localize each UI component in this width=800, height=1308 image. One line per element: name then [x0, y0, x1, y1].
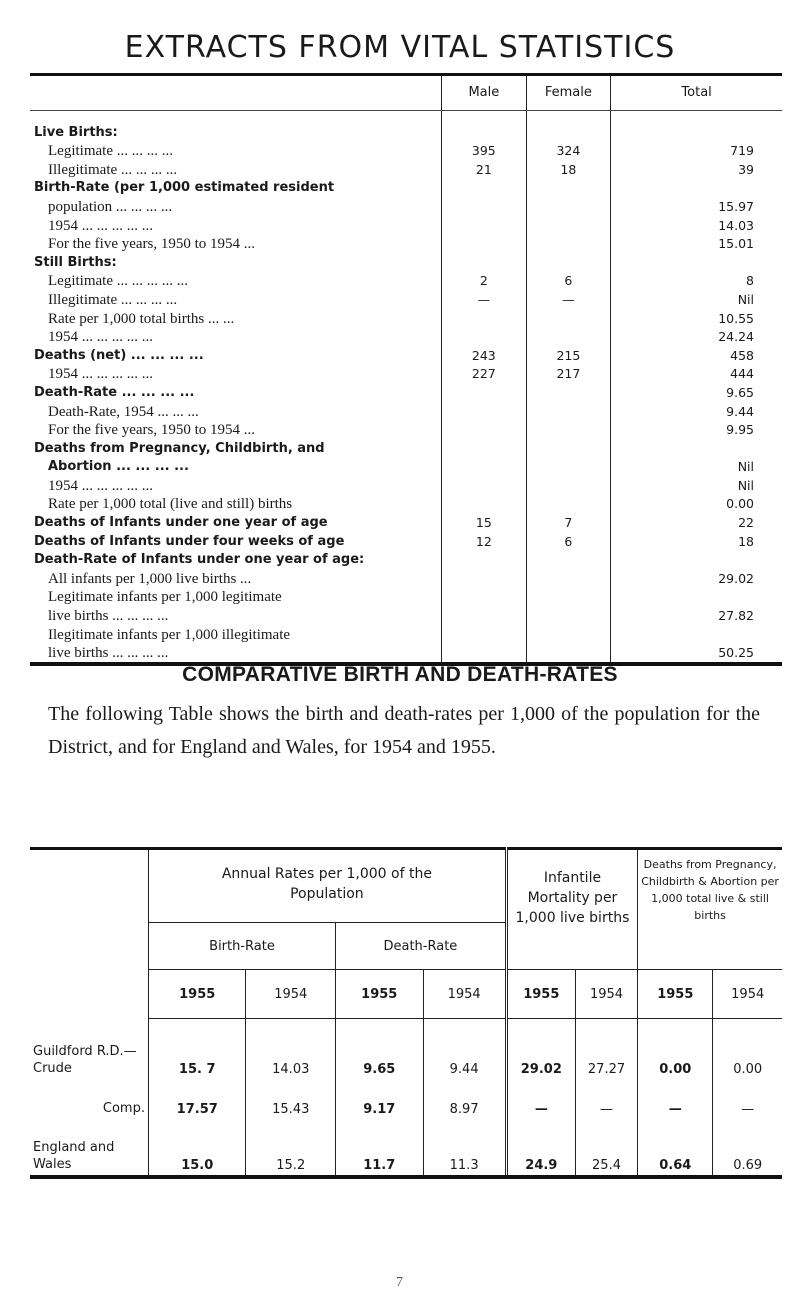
- rate-value: 0.69: [713, 1119, 782, 1177]
- table-row: [30, 532, 782, 551]
- rate-value: 9.44: [423, 1019, 506, 1079]
- female-value: 6: [526, 272, 611, 291]
- table-row: [30, 111, 782, 142]
- year-header: 1954: [423, 970, 506, 1019]
- header-male: Male: [442, 75, 526, 111]
- male-value: [442, 588, 526, 607]
- table-row: [30, 290, 782, 309]
- total-value: [611, 551, 782, 570]
- male-value: [442, 458, 526, 477]
- female-value: [526, 197, 611, 216]
- row-label: Birth-Rate (per 1,000 estimated resident: [34, 180, 335, 196]
- row-label: Legitimate ... ... ... ... ...: [48, 273, 188, 290]
- male-value: [442, 253, 526, 272]
- table-row: [30, 197, 782, 216]
- female-value: [526, 235, 611, 254]
- row-label: Still Births:: [34, 254, 117, 270]
- row-label: 1954 ... ... ... ... ...: [48, 366, 153, 383]
- rate-value: 25.4: [575, 1119, 637, 1177]
- table-row: [30, 569, 782, 588]
- row-label: For the five years, 1950 to 1954 ...: [48, 236, 256, 253]
- row-label: For the five years, 1950 to 1954 ...: [48, 422, 256, 439]
- row-label: Deaths from Pregnancy, Childbirth, and: [34, 440, 325, 456]
- row-label: live births ... ... ... ...: [48, 608, 169, 625]
- total-value: 29.02: [611, 569, 782, 588]
- female-value: 7: [526, 513, 611, 532]
- table-row: [30, 551, 782, 570]
- year-header: 1955: [638, 970, 713, 1019]
- male-value: [442, 197, 526, 216]
- total-value: [611, 179, 782, 198]
- total-value: 22: [611, 513, 782, 532]
- total-value: [611, 111, 782, 142]
- table-row: [30, 328, 782, 347]
- male-value: [442, 235, 526, 254]
- group-maternal-deaths: Deaths from Pregnancy, Childbirth & Abortion per 1,000 total live & still births: [638, 849, 782, 970]
- female-value: 18: [526, 160, 611, 179]
- row-label: Death-Rate, 1954 ... ... ...: [48, 403, 199, 420]
- total-value: Nil: [611, 476, 782, 495]
- rate-value: —: [713, 1079, 782, 1119]
- table-row: [30, 383, 782, 402]
- table-header-row: [30, 75, 782, 111]
- rate-value: 15.0: [149, 1119, 246, 1177]
- comparative-paragraph: The following Table shows the birth and death-rates per 1,000 of the population for the District, and for England and Wales, for 1954 and 1955.: [48, 703, 760, 758]
- row-label: Legitimate ... ... ... ...: [48, 143, 173, 160]
- rate-value: —: [638, 1079, 713, 1119]
- row-label: 1954 ... ... ... ... ...: [48, 329, 153, 346]
- rate-value: —: [575, 1079, 637, 1119]
- female-value: [526, 179, 611, 198]
- total-value: [611, 439, 782, 458]
- table-row: [30, 179, 782, 198]
- table-row: [30, 160, 782, 179]
- female-value: [526, 439, 611, 458]
- header-female: Female: [526, 75, 611, 111]
- total-value: 14.03: [611, 216, 782, 235]
- header-total: Total: [611, 75, 782, 111]
- total-value: 24.24: [611, 328, 782, 347]
- male-value: [442, 328, 526, 347]
- row-label: All infants per 1,000 live births ...: [48, 570, 252, 587]
- female-value: 215: [526, 346, 611, 365]
- table-row: [30, 309, 782, 328]
- male-value: [442, 551, 526, 570]
- table-row: [30, 495, 782, 514]
- row-label: Rate per 1,000 total (live and still) births: [48, 496, 293, 513]
- rate-value: 15.2: [246, 1119, 336, 1177]
- row-label: Ilegitimate infants per 1,000 illegitimate: [48, 626, 291, 643]
- rates-table: [30, 847, 782, 1179]
- female-value: [526, 402, 611, 421]
- rates-table-body: [30, 1019, 782, 1177]
- female-value: 324: [526, 142, 611, 161]
- total-value: 10.55: [611, 309, 782, 328]
- female-value: [526, 421, 611, 440]
- female-value: [526, 588, 611, 607]
- male-value: [442, 476, 526, 495]
- female-value: [526, 383, 611, 402]
- total-value: 27.82: [611, 606, 782, 625]
- table-row: [30, 1119, 782, 1177]
- header-blank: [30, 75, 442, 111]
- row-label: live births ... ... ... ...: [30, 644, 442, 665]
- table-row: [30, 476, 782, 495]
- row-label: Rate per 1,000 total births ... ...: [48, 310, 235, 327]
- male-value: [442, 495, 526, 514]
- male-value: —: [442, 290, 526, 309]
- table-row: [30, 606, 782, 625]
- male-value: 243: [442, 346, 526, 365]
- rate-value: 0.00: [638, 1019, 713, 1079]
- row-label: Death-Rate ... ... ... ...: [34, 384, 195, 400]
- total-value: Nil: [611, 290, 782, 309]
- rates-corner: [30, 849, 149, 1019]
- total-value: 9.95: [611, 421, 782, 440]
- row-label: Deaths (net) ... ... ... ...: [34, 347, 204, 363]
- row-label: Deaths of Infants under four weeks of age: [34, 533, 345, 549]
- table-row: [30, 1079, 782, 1119]
- male-value: [442, 569, 526, 588]
- male-value: 12: [442, 532, 526, 551]
- rate-value: 9.65: [336, 1019, 423, 1079]
- table-row: [30, 1019, 782, 1079]
- total-value: [611, 625, 782, 644]
- table-row: [30, 439, 782, 458]
- total-value: 9.65: [611, 383, 782, 402]
- rates-group-header-row: [30, 849, 782, 923]
- female-value: [526, 606, 611, 625]
- rate-value: 27.27: [575, 1019, 637, 1079]
- total-value: 8: [611, 272, 782, 291]
- year-header: 1954: [246, 970, 336, 1019]
- rate-value: 14.03: [246, 1019, 336, 1079]
- female-value: [526, 495, 611, 514]
- total-value: 39: [611, 160, 782, 179]
- table-row: [30, 421, 782, 440]
- male-value: [442, 439, 526, 458]
- row-label: Death-Rate of Infants under one year of age:: [34, 552, 365, 568]
- row-label: 1954 ... ... ... ... ...: [48, 217, 153, 234]
- male-value: [442, 309, 526, 328]
- male-value: [442, 402, 526, 421]
- female-value: [526, 309, 611, 328]
- group-annual-rates: Annual Rates per 1,000 of the Population: [149, 849, 507, 923]
- male-value: 227: [442, 365, 526, 384]
- year-header: 1954: [575, 970, 637, 1019]
- female-value: [526, 458, 611, 477]
- total-value: [611, 588, 782, 607]
- male-value: 21: [442, 160, 526, 179]
- row-label: Illegitimate ... ... ... ...: [48, 161, 178, 178]
- row-label: 1954 ... ... ... ... ...: [48, 477, 153, 494]
- male-value: 2: [442, 272, 526, 291]
- female-value: [526, 644, 611, 665]
- table-row: [30, 235, 782, 254]
- rate-value: 15. 7: [149, 1019, 246, 1079]
- female-value: 6: [526, 532, 611, 551]
- total-value: [611, 253, 782, 272]
- male-value: [442, 216, 526, 235]
- sub-death-rate: Death-Rate: [336, 923, 507, 970]
- table-row: [30, 644, 782, 665]
- total-value: 15.97: [611, 197, 782, 216]
- rate-value: 11.3: [423, 1119, 506, 1177]
- table-row: [30, 402, 782, 421]
- female-value: —: [526, 290, 611, 309]
- page-title: EXTRACTS FROM VITAL STATISTICS: [124, 30, 676, 65]
- row-label: Guildford R.D.—Crude: [33, 1043, 137, 1076]
- row-label: population ... ... ... ...: [48, 198, 173, 215]
- male-value: [442, 421, 526, 440]
- vital-table-body: [30, 111, 782, 665]
- rate-value: 11.7: [336, 1119, 423, 1177]
- male-value: [442, 625, 526, 644]
- table-row: [30, 253, 782, 272]
- vital-statistics-table: [30, 73, 782, 666]
- total-value: 0.00: [611, 495, 782, 514]
- male-value: [442, 179, 526, 198]
- row-label: Live Births:: [34, 124, 118, 140]
- rate-value: 0.00: [713, 1019, 782, 1079]
- rate-value: 17.57: [149, 1079, 246, 1119]
- female-value: [526, 569, 611, 588]
- row-label: Illegitimate ... ... ... ...: [48, 291, 178, 308]
- page-number: 7: [396, 1275, 403, 1290]
- female-value: [526, 216, 611, 235]
- rate-value: 15.43: [246, 1079, 336, 1119]
- row-label: Abortion ... ... ... ...: [48, 459, 189, 475]
- male-value: 395: [442, 142, 526, 161]
- total-value: 719: [611, 142, 782, 161]
- rate-value: 0.64: [638, 1119, 713, 1177]
- table-row: [30, 513, 782, 532]
- table-row: [30, 216, 782, 235]
- table-row: [30, 346, 782, 365]
- rate-value: —: [506, 1079, 575, 1119]
- male-value: [442, 644, 526, 665]
- rate-value: 29.02: [506, 1019, 575, 1079]
- table-row: [30, 625, 782, 644]
- row-label: Legitimate infants per 1,000 legitimate: [48, 589, 282, 606]
- total-value: 458: [611, 346, 782, 365]
- total-value: 9.44: [611, 402, 782, 421]
- male-value: [442, 111, 526, 142]
- row-label: Comp.: [102, 1100, 145, 1116]
- male-value: [442, 606, 526, 625]
- female-value: [526, 111, 611, 142]
- total-value: 444: [611, 365, 782, 384]
- row-label: England and Wales: [30, 1119, 149, 1177]
- female-value: [526, 551, 611, 570]
- year-header: 1955: [149, 970, 246, 1019]
- female-value: 217: [526, 365, 611, 384]
- comparative-heading: COMPARATIVE BIRTH AND DEATH-RATES: [182, 663, 618, 686]
- male-value: [442, 383, 526, 402]
- year-header: 1954: [713, 970, 782, 1019]
- table-row: [30, 365, 782, 384]
- table-row: [30, 458, 782, 477]
- group-infantile-mortality: Infantile Mortality per 1,000 live births: [506, 849, 637, 970]
- female-value: [526, 253, 611, 272]
- male-value: 15: [442, 513, 526, 532]
- year-header: 1955: [336, 970, 423, 1019]
- total-value: 50.25: [611, 644, 782, 665]
- table-row: [30, 142, 782, 161]
- rate-value: 24.9: [506, 1119, 575, 1177]
- female-value: [526, 476, 611, 495]
- table-row: [30, 588, 782, 607]
- rate-value: 8.97: [423, 1079, 506, 1119]
- total-value: Nil: [611, 458, 782, 477]
- sub-birth-rate: Birth-Rate: [149, 923, 336, 970]
- total-value: 15.01: [611, 235, 782, 254]
- female-value: [526, 625, 611, 644]
- rate-value: 9.17: [336, 1079, 423, 1119]
- female-value: [526, 328, 611, 347]
- total-value: 18: [611, 532, 782, 551]
- year-header: 1955: [506, 970, 575, 1019]
- table-row: [30, 272, 782, 291]
- row-label: Deaths of Infants under one year of age: [34, 515, 328, 531]
